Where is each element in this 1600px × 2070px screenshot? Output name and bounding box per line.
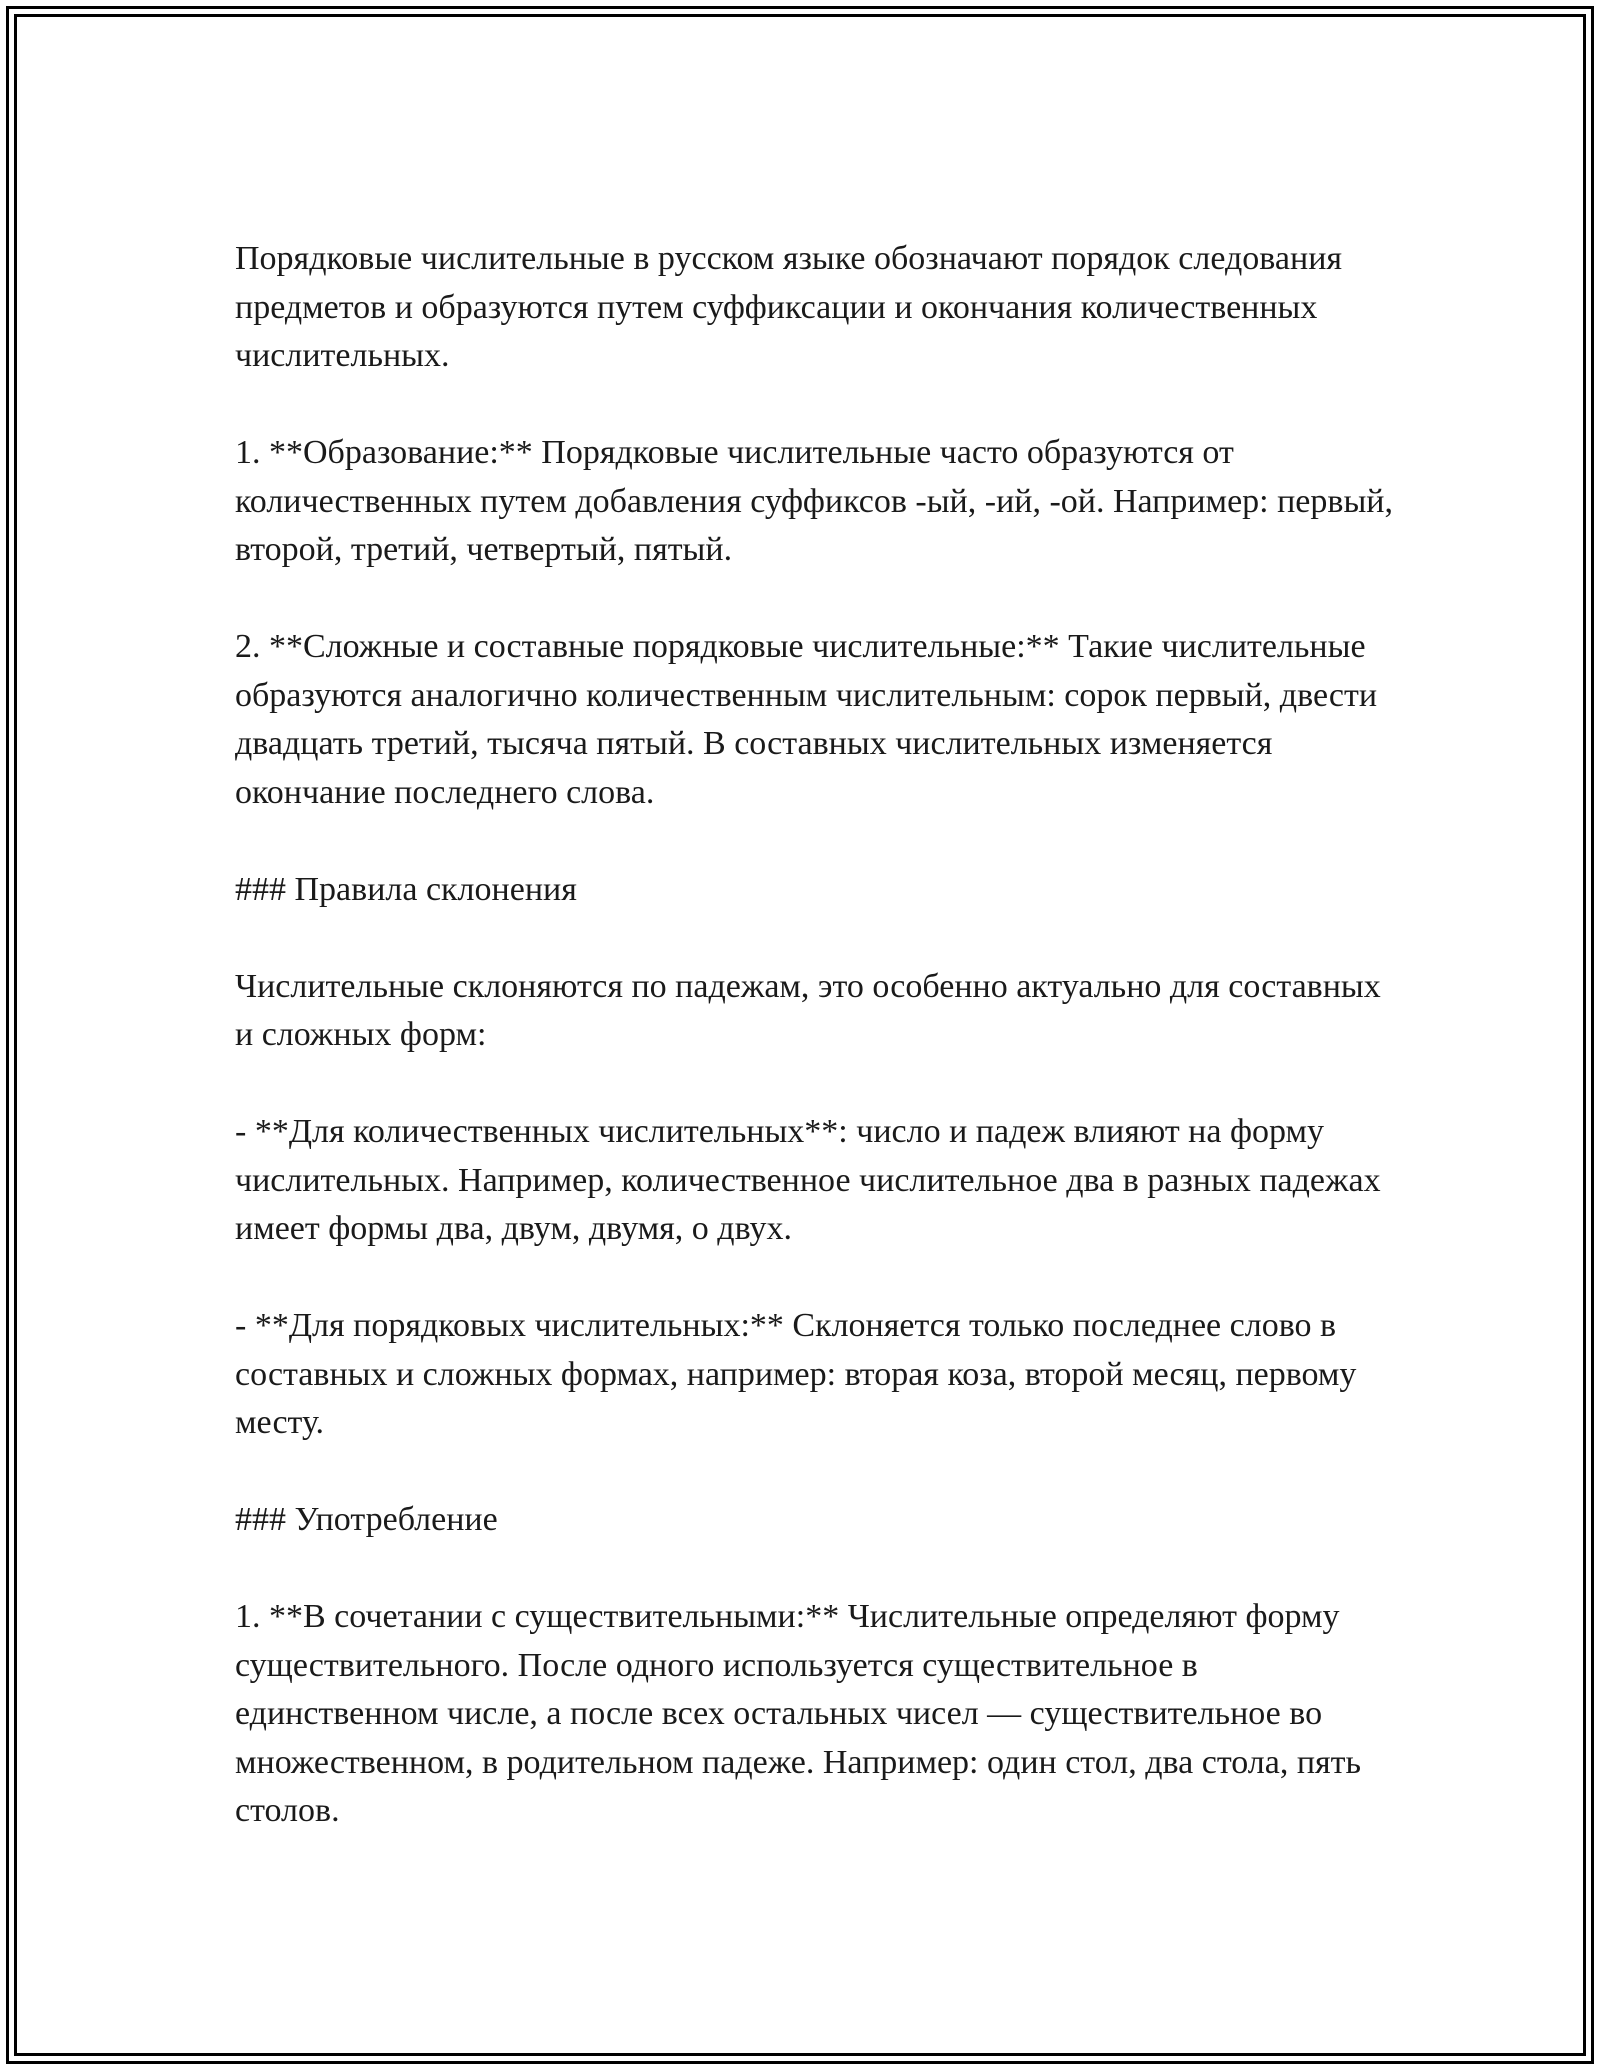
document-body [235,235,1395,1836]
ordinal-declension-item: - **Для порядковых числительных:** Склоняется только последнее слово в составных и сложных формах, например: вторая коза, второй месяц, первому месту. [235,1307,1357,1441]
declension-heading: ### Правила склонения [235,870,577,908]
declension-intro-paragraph: Числительные склоняются по падежам, это особенно актуально для составных и сложных форм: [235,967,1381,1053]
usage-heading: ### Употребление [235,1501,498,1538]
cardinal-declension-item: - **Для количественных числительных**: число и падеж влияют на форму числительных. Например, количественное числительное два в разных падежах имеет формы два, двум, двумя, о двух. [235,1113,1381,1247]
compound-numerals-paragraph: 2. **Сложные и составные порядковые числительные:** Такие числительные образуются аналогично количественным числительным: сорок первый, двести двадцать третий, тысяча пятый. В составных числительных изменяется окончание последнего слова. [235,628,1378,811]
formation-paragraph: 1. **Образование:** Порядковые числительные часто образуются от количественных путем добавления суффиксов -ый, -ий, -ой. Например: первый, второй, третий, четвертый, пятый. [235,434,1393,568]
intro-paragraph: Порядковые числительные в русском языке обозначают порядок следования предметов и образуются путем суффиксации и окончания количественных числительных. [235,240,1343,374]
usage-nouns-paragraph: 1. **В сочетании с существительными:** Числительные определяют форму существительного. После одного используется существительное в единственном числе, а после всех остальных чисел — существительное во множественном, в родительном падеже. Например: один стол, два стола, пять столов. [235,1598,1362,1829]
